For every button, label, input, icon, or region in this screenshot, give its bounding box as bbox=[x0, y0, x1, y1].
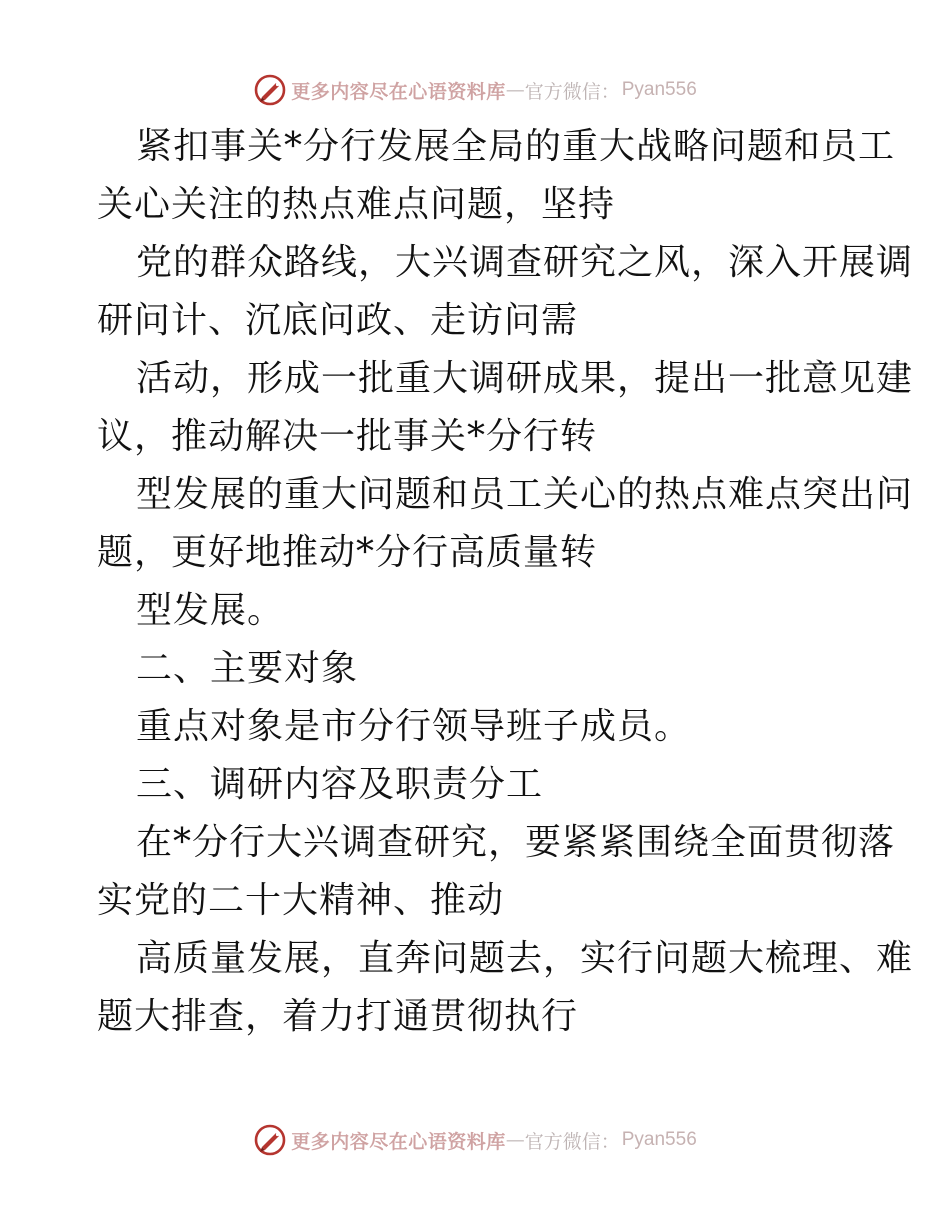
banner-wechat-id: Pyan556 bbox=[621, 79, 697, 100]
footer-banner bbox=[0, 1120, 950, 1160]
pen-circle-logo-icon bbox=[253, 73, 287, 107]
pen-circle-logo-icon bbox=[253, 1123, 287, 1157]
banner-sub-text: 官方微信： bbox=[524, 80, 620, 103]
paragraph-line: 型发展的重大问题和员工关心的热点难点突出问 bbox=[136, 474, 914, 515]
paragraph-line: 研问计、沉底问政、走访问需 bbox=[97, 300, 579, 341]
banner-dash: — bbox=[505, 79, 525, 101]
banner-wechat-id: Pyan556 bbox=[621, 1129, 697, 1150]
paragraph-line: 关心关注的热点难点问题，坚持 bbox=[97, 184, 616, 225]
banner-dash: — bbox=[505, 1129, 525, 1151]
paragraph-line: 高质量发展，直奔问题去，实行问题大梳理、难 bbox=[136, 938, 914, 979]
document-body bbox=[97, 118, 914, 1046]
banner-main-text: 更多内容尽在心语资料库 bbox=[291, 1130, 506, 1153]
paragraph-line: 党的群众路线，大兴调查研究之风，深入开展调 bbox=[136, 242, 914, 283]
header-banner bbox=[0, 70, 950, 110]
paragraph-line: 实党的二十大精神、推动 bbox=[97, 880, 505, 921]
section-heading: 三、调研内容及职责分工 bbox=[136, 764, 544, 805]
paragraph-line: 在*分行大兴调查研究，要紧紧围绕全面贯彻落 bbox=[136, 822, 896, 863]
banner-main-text: 更多内容尽在心语资料库 bbox=[291, 80, 506, 103]
paragraph-line: 题大排查，着力打通贯彻执行 bbox=[97, 996, 579, 1037]
paragraph-line: 议，推动解决一批事关*分行转 bbox=[97, 416, 598, 457]
paragraph-line: 重点对象是市分行领导班子成员。 bbox=[136, 706, 692, 747]
section-heading: 二、主要对象 bbox=[136, 648, 359, 689]
paragraph-line: 紧扣事关*分行发展全局的重大战略问题和员工 bbox=[136, 126, 896, 167]
banner-sub-text: 官方微信： bbox=[524, 1130, 620, 1153]
paragraph-line: 活动，形成一批重大调研成果，提出一批意见建 bbox=[136, 358, 914, 399]
paragraph-line: 型发展。 bbox=[136, 590, 285, 631]
paragraph-line: 题，更好地推动*分行高质量转 bbox=[97, 532, 598, 573]
